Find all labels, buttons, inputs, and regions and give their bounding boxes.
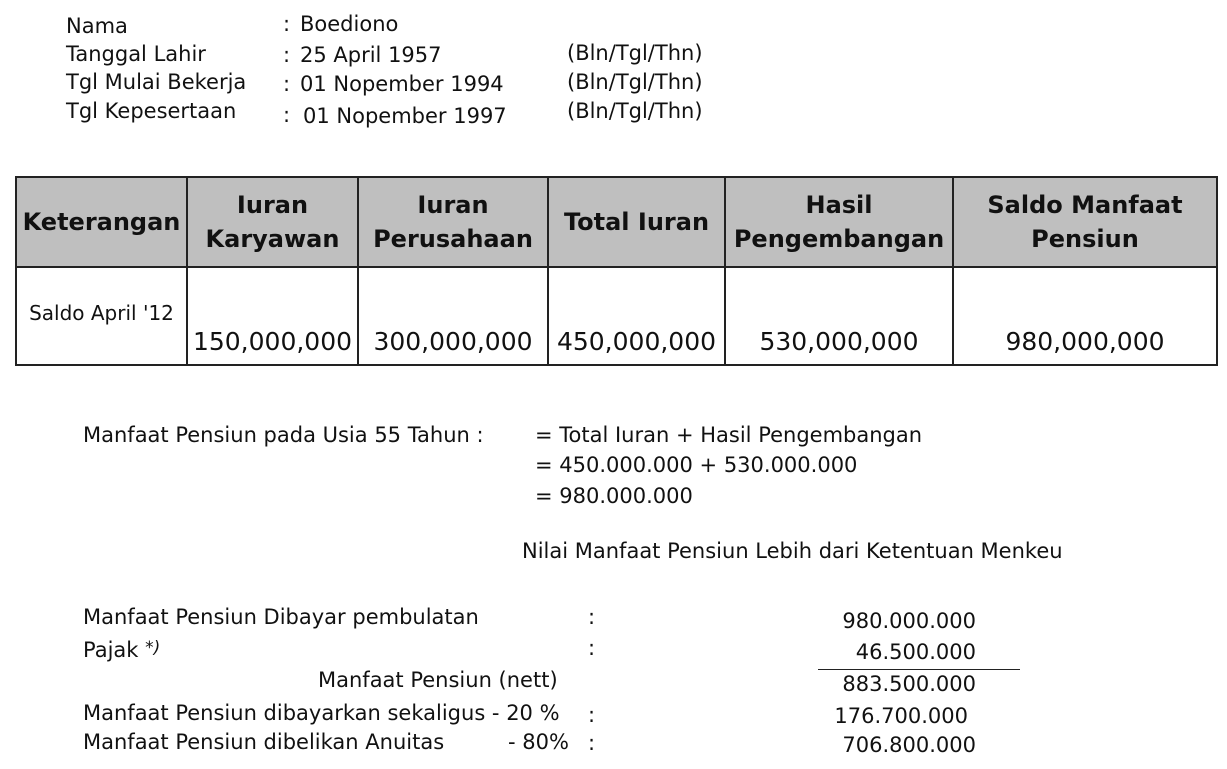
summary-pajak-value: 46.500.000	[855, 640, 976, 664]
pension-balance-table	[15, 176, 1218, 366]
summary-dibayar-value: 980.000.000	[842, 609, 976, 633]
info-label-tanggal-lahir: Tanggal Lahir	[66, 42, 206, 66]
header-hasil-pengembangan: Hasil Pengembangan	[725, 177, 953, 267]
summary-nett-value: 883.500.000	[842, 672, 976, 696]
summary-dibayar-label: Manfaat Pensiun Dibayar pembulatan	[83, 605, 479, 629]
summary-sekaligus-label: Manfaat Pensiun dibayarkan sekaligus - 20 %	[83, 701, 560, 725]
info-value-kepesertaan: 01 Nopember 1997	[303, 104, 507, 128]
header-total-iuran: Total Iuran	[548, 177, 725, 267]
cell-hasil-pengembangan: 530,000,000	[725, 267, 953, 365]
cell-total-iuran: 450,000,000	[548, 267, 725, 365]
summary-dibayar-colon: :	[588, 605, 596, 629]
calc-line-formula: = Total Iuran + Hasil Pengembangan	[535, 423, 923, 447]
summary-sekaligus-colon: :	[588, 703, 596, 727]
info-format-tanggal-lahir: (Bln/Tgl/Thn)	[567, 41, 703, 65]
info-format-kepesertaan: (Bln/Tgl/Thn)	[567, 99, 703, 123]
table-header-row	[16, 177, 1217, 267]
calc-line-result: = 980.000.000	[535, 484, 693, 508]
info-colon-mulai-bekerja: :	[283, 72, 291, 96]
calc-label: Manfaat Pensiun pada Usia 55 Tahun :	[83, 423, 484, 447]
sum-underline	[818, 669, 1020, 670]
header-saldo-manfaat-pensiun: Saldo Manfaat Pensiun	[953, 177, 1217, 267]
summary-pajak-colon: :	[588, 636, 596, 660]
calc-note: Nilai Manfaat Pensiun Lebih dari Ketentuan Menkeu	[522, 539, 1063, 563]
summary-nett-label: Manfaat Pensiun (nett)	[318, 668, 558, 692]
info-colon-nama: :	[283, 12, 291, 36]
cell-iuran-perusahaan: 300,000,000	[358, 267, 548, 365]
info-value-mulai-bekerja: 01 Nopember 1994	[300, 72, 504, 96]
header-keterangan: Keterangan	[16, 177, 187, 267]
info-value-tanggal-lahir: 25 April 1957	[300, 43, 442, 67]
cell-iuran-karyawan: 150,000,000	[187, 267, 358, 365]
calc-line-values: = 450.000.000 + 530.000.000	[535, 453, 858, 477]
cell-saldo-label: Saldo April '12	[16, 267, 187, 365]
info-colon-tanggal-lahir: :	[283, 43, 291, 67]
summary-anuitas-colon: :	[588, 731, 596, 755]
header-iuran-perusahaan: Iuran Perusahaan	[358, 177, 548, 267]
summary-pajak-footnote-mark: *)	[145, 638, 161, 658]
info-label-mulai-bekerja: Tgl Mulai Bekerja	[66, 70, 247, 94]
info-format-mulai-bekerja: (Bln/Tgl/Thn)	[567, 70, 703, 94]
table-row	[16, 267, 1217, 365]
info-label-kepesertaan: Tgl Kepesertaan	[66, 99, 237, 123]
info-label-nama: Nama	[66, 14, 128, 38]
header-iuran-karyawan: Iuran Karyawan	[187, 177, 358, 267]
summary-pajak-label: Pajak *)	[83, 638, 161, 662]
summary-anuitas-percent: - 80%	[508, 730, 569, 754]
summary-sekaligus-value: 176.700.000	[834, 704, 968, 728]
summary-anuitas-label: Manfaat Pensiun dibelikan Anuitas	[83, 730, 445, 754]
summary-anuitas-value: 706.800.000	[842, 733, 976, 757]
cell-saldo-manfaat: 980,000,000	[953, 267, 1217, 365]
info-value-nama: Boediono	[300, 12, 399, 36]
info-colon-kepesertaan: :	[283, 103, 291, 127]
